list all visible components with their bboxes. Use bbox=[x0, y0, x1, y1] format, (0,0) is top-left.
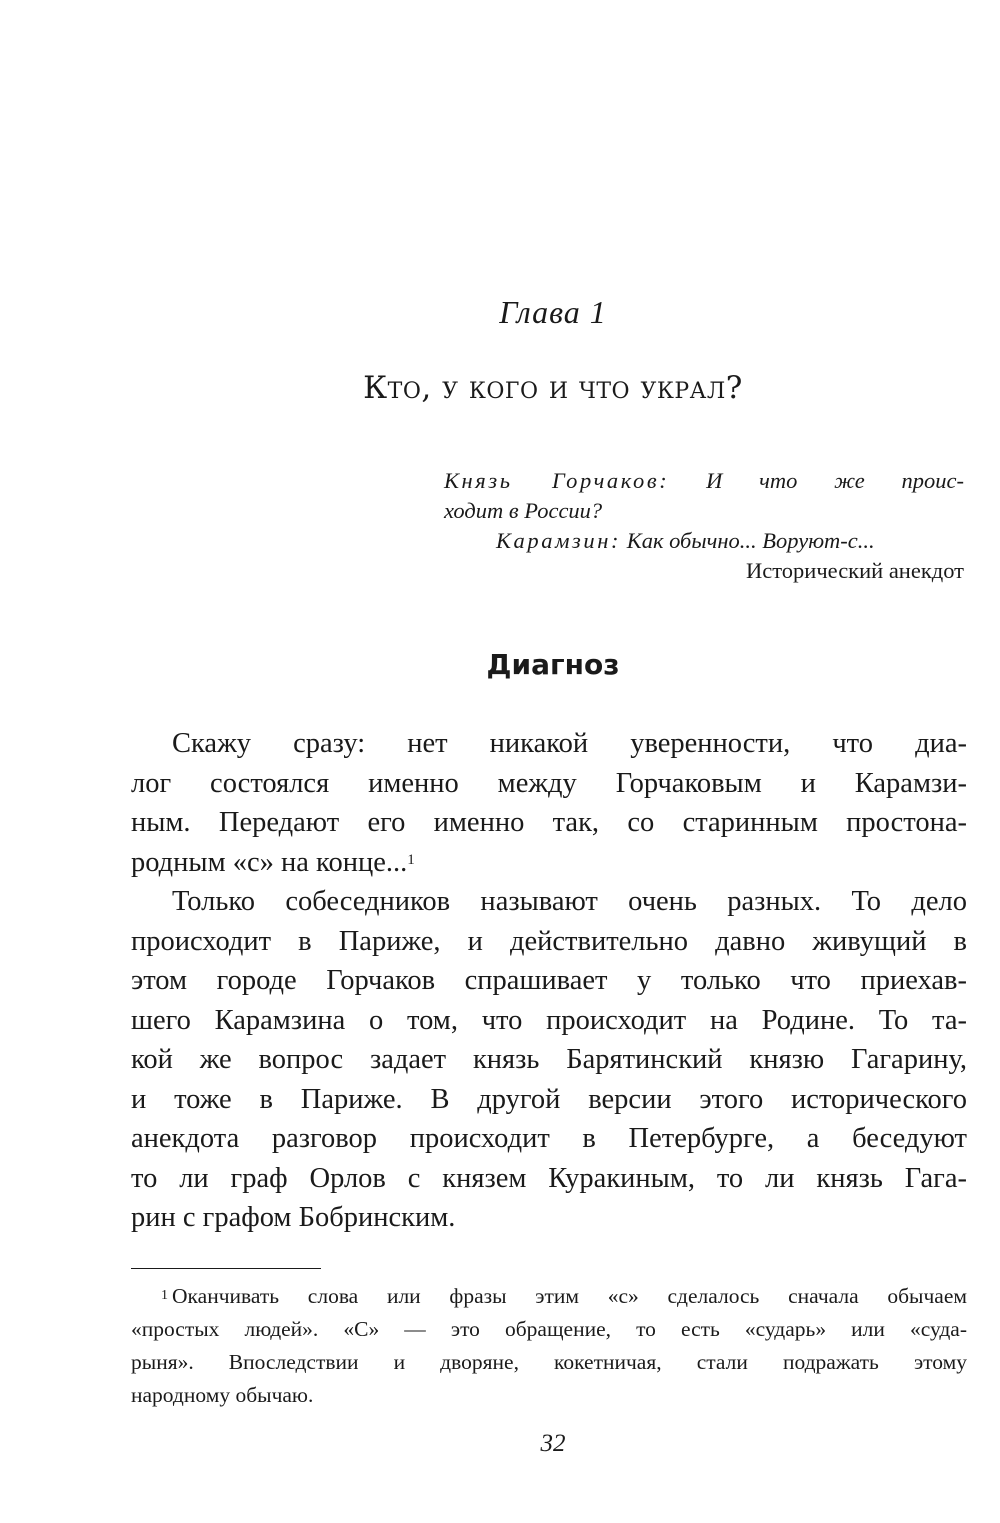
epigraph-line-2: ходит в России? bbox=[444, 498, 603, 523]
footnote-mark: 1 bbox=[161, 1288, 168, 1303]
text-line: рин с графом Бобринским. bbox=[131, 1202, 456, 1233]
footnote-text: Оканчивать слова или фразы этим «с» сделалось сначала обычаем bbox=[172, 1284, 967, 1308]
epigraph-speaker: Карамзин: bbox=[496, 528, 622, 553]
footnote-line: «простых людей». «С» — это обращение, то есть «сударь» или «суда- bbox=[131, 1317, 967, 1341]
text-line: лог состоялся именно между Горчаковым и Карамзи- bbox=[131, 767, 967, 799]
footnote-line bbox=[131, 1280, 967, 1313]
footnote-divider bbox=[131, 1268, 321, 1269]
epigraph bbox=[444, 466, 964, 586]
paragraph bbox=[131, 882, 967, 1238]
footnote-line: народному обычаю. bbox=[131, 1383, 314, 1407]
text-line: то ли граф Орлов с князем Куракиным, то ли князь Гага- bbox=[131, 1162, 967, 1194]
epigraph-speaker: Князь Горчаков: bbox=[444, 468, 670, 493]
text-line: этом городе Горчаков спрашивает у только что приехав- bbox=[131, 965, 967, 996]
footnotes bbox=[131, 1280, 967, 1412]
epigraph-text: Как обычно... Воруют-с... bbox=[621, 528, 875, 553]
text-line: Только собеседников называют очень разных. То дело bbox=[172, 886, 967, 917]
epigraph-text: И что же проис- bbox=[669, 468, 964, 493]
chapter-title: Кто, у кого и что украл? bbox=[363, 370, 743, 406]
text-line: Скажу сразу: нет никакой уверенности, что диа- bbox=[172, 728, 967, 759]
text-line-content: родным «с» на конце... bbox=[131, 846, 408, 878]
footnote-line: рыня». Впоследствии и дворяне, кокетничая, стали подражать этому bbox=[131, 1350, 967, 1374]
epigraph-source: Исторический анекдот bbox=[746, 558, 964, 583]
chapter-label: Глава 1 bbox=[499, 294, 607, 330]
text-line: кой же вопрос задает князь Барятинский князю Гагарину, bbox=[131, 1044, 967, 1075]
text-line: и тоже в Париже. В другой версии этого исторического bbox=[131, 1083, 967, 1115]
text-line: шего Карамзина о том, что происходит на Родине. То та- bbox=[131, 1004, 967, 1036]
paragraph bbox=[131, 724, 967, 882]
text-line: анекдота разговор происходит в Петербурге, а беседуют bbox=[131, 1123, 967, 1154]
text-line: ным. Передают его именно так, со старинным простона- bbox=[131, 807, 967, 838]
footnote-reference[interactable]: 1 bbox=[407, 851, 415, 868]
text-line: происходит в Париже, и действительно давно живущий в bbox=[131, 925, 967, 957]
text-line bbox=[131, 843, 967, 883]
page-number: 32 bbox=[540, 1430, 566, 1457]
epigraph-line-1 bbox=[444, 466, 964, 496]
epigraph-line-3 bbox=[444, 526, 964, 556]
body-text bbox=[131, 724, 967, 1238]
section-title: Диагноз bbox=[486, 648, 620, 681]
